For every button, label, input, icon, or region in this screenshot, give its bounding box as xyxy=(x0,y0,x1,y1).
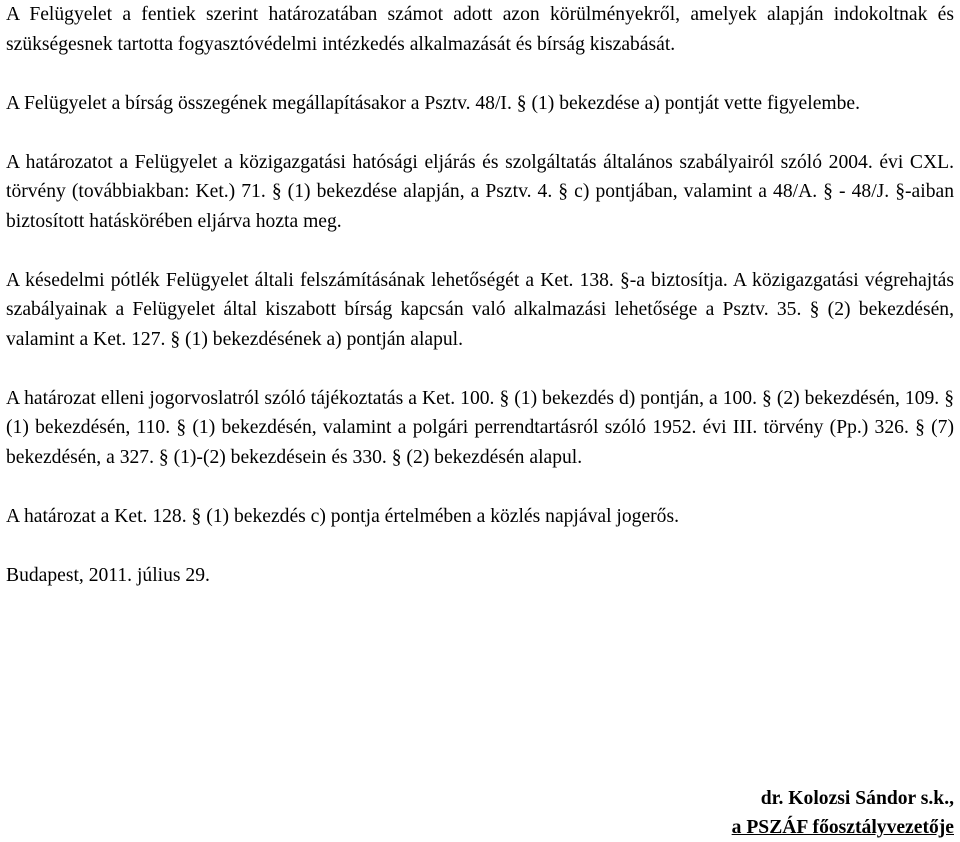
document-body xyxy=(6,0,954,620)
paragraph-late-fee: A késedelmi pótlék Felügyelet általi felszámításának lehetőségét a Ket. 138. §-a biztosítja. A közigazgatási végrehajtás szabályainak a Felügyelet által kiszabott bírság kapcsán való alkalmazási lehetősége a Psztv. 35. § (2) bekezdésén, valamint a Ket. 127. § (1) bekezdésének a) pontján alapul. xyxy=(6,269,954,350)
paragraph-finality: A határozat a Ket. 128. § (1) bekezdés c) pontja értelmében a közlés napjával jogerős. xyxy=(6,505,679,527)
paragraph-authority: A határozatot a Felügyelet a közigazgatási hatósági eljárás és szolgáltatás általános szabályairól szóló 2004. évi CXL. törvény (továbbiakban: Ket.) 71. § (1) bekezdése alapján, a Psztv. 4. § c) pontjában, valamint a 48/A. § - 48/J. §-aiban biztosított hatáskörében eljárva hozta meg. xyxy=(6,151,954,232)
paragraph-fine-amount: A Felügyelet a bírság összegének megállapításakor a Psztv. 48/I. § (1) bekezdése a) pontját vette figyelembe. xyxy=(6,92,861,114)
paragraph-findings: A Felügyelet a fentiek szerint határozatában számot adott azon körülményekről, amelyek alapján indokoltnak és szükségesnek tartotta fogyasztóvédelmi intézkedés alkalmazását és bírság kiszabását. xyxy=(6,4,954,55)
date-place: Budapest, 2011. július 29. xyxy=(6,564,210,586)
signature-block xyxy=(732,784,954,842)
paragraph-legal-remedy: A határozat elleni jogorvoslatról szóló tájékoztatás a Ket. 100. § (1) bekezdés d) pontján, a 100. § (2) bekezdésén, 109. § (1) bekezdésén, 110. § (1) bekezdésén, valamint a polgári perrendtartásról szóló 1952. évi III. törvény (Pp.) 326. § (7) bekezdésén, a 327. § (1)-(2) bekezdésein és 330. § (2) bekezdésén alapul. xyxy=(6,387,954,468)
signatory-title: a PSZÁF főosztályvezetője xyxy=(731,817,954,838)
signatory-name: dr. Kolozsi Sándor s.k., xyxy=(760,788,954,809)
